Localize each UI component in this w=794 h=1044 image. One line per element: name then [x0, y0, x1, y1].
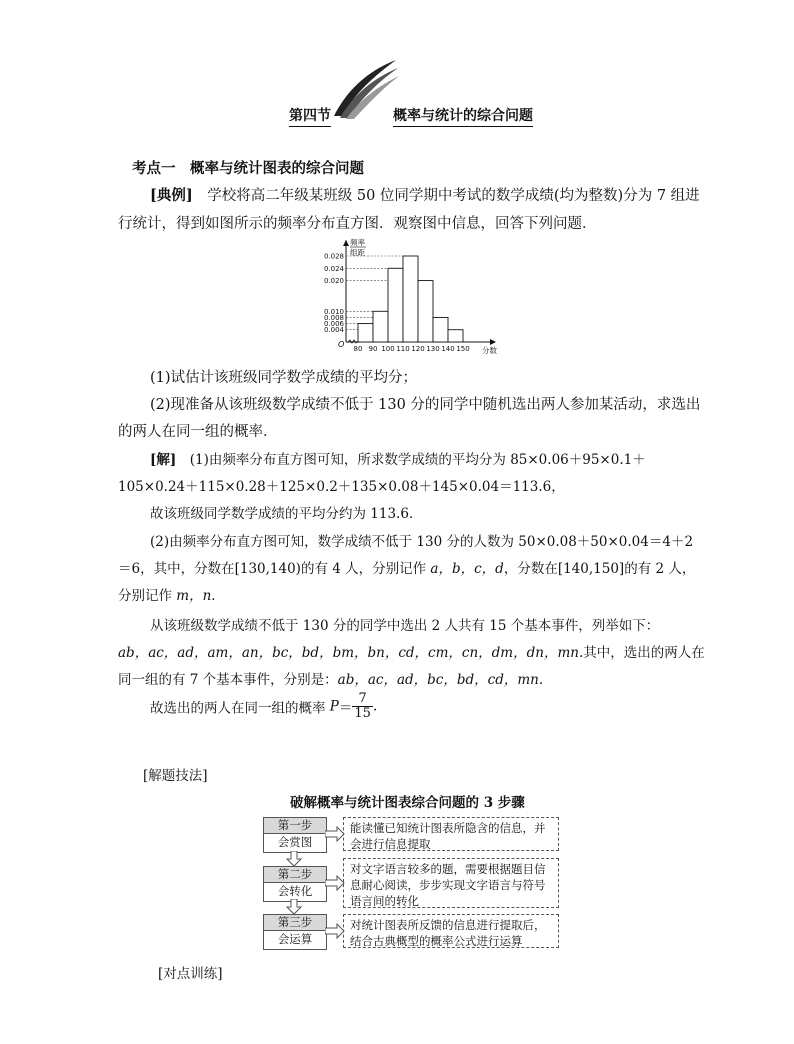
solution-2-text-d: ．	[211, 588, 225, 604]
step-3-label: 会运算	[277, 932, 313, 946]
x-tick-label: 150	[456, 345, 470, 353]
frequency-histogram	[312, 236, 512, 358]
section-number: 第四节	[289, 105, 331, 127]
solution-1-line-3: 故该班级同学数学成绩的平均分约为 113.6．	[150, 506, 423, 522]
step-3-head: 第三步	[264, 915, 326, 931]
x-axis-label: 分数	[482, 346, 497, 355]
example-text-1: 学校将高二年级某班级 50 位同学期中考试的数学成绩(均为整数)分为 7 组进	[192, 188, 700, 204]
step-1-box	[263, 817, 327, 853]
histogram-bar	[448, 330, 463, 342]
x-tick-label: 120	[411, 345, 425, 353]
solution-2-line-3	[118, 584, 225, 604]
link-arrow-icon	[325, 875, 345, 891]
solution-2-line-1: (2)由频率分布直方图可知，数学成绩不低于 130 分的人数为 50×0.08＋50×0.04＝4＋2	[150, 534, 694, 550]
step-1-description: 能读懂已知统计图表所隐含的信息，并会进行信息提取	[343, 817, 559, 851]
solution-tag: [解]	[150, 452, 177, 468]
step-1-label: 会赏图	[277, 835, 313, 849]
page-title: 概率与统计的综合问题	[393, 105, 533, 127]
fraction-numerator: 7	[352, 692, 373, 707]
probability-fraction	[352, 692, 373, 721]
x-tick-label: 100	[381, 345, 395, 353]
y-axis-label-bottom: 组距	[350, 248, 365, 257]
y-tick-label: 0.008	[323, 313, 344, 322]
step-2-box	[263, 866, 327, 902]
event-list: ab，ac，ad，am，an，bc，bd，bm，bn，cd，cm，cn，dm，dn，mn	[118, 645, 579, 661]
solution-1-line-2: 105×0.24＋115×0.28＋125×0.2＋135×0.08＋145×0.04＝113.6，	[118, 479, 565, 495]
question-1: (1)试估计该班级同学数学成绩的平均分；	[150, 370, 418, 386]
x-tick-label: 110	[396, 345, 410, 353]
link-arrow-icon	[325, 923, 345, 939]
step-3-box	[263, 914, 327, 950]
equals-sign: ＝	[338, 700, 353, 717]
histogram-bar	[433, 317, 448, 342]
x-tick-label: 130	[426, 345, 440, 353]
y-axis-label-top: 频率	[350, 238, 365, 247]
y-axis-arrow	[343, 240, 349, 246]
x-tick-label: 90	[368, 345, 378, 353]
step-2-label: 会转化	[277, 884, 313, 898]
solution-3-line-3	[118, 668, 543, 688]
step-1-head: 第一步	[264, 818, 326, 834]
down-arrow-icon	[286, 899, 302, 915]
histogram-bar	[373, 311, 388, 342]
y-tick-label: 0.028	[323, 252, 344, 261]
practice-tag: [对点训练]	[158, 966, 223, 982]
probability-symbol: P	[329, 698, 339, 715]
question-2-line-2: 的两人在同一组的概率．	[118, 424, 278, 440]
topic-heading: 考点一 概率与统计图表的综合问题	[132, 160, 364, 177]
histogram-bar	[418, 281, 433, 342]
fraction-denominator: 15	[354, 706, 371, 721]
y-tick-label: 0.020	[323, 277, 344, 286]
histogram-bar	[358, 324, 373, 342]
solution-3-line-2	[118, 641, 705, 661]
solution-3-text-c: 同一组的有 7 个基本事件，分别是：	[118, 672, 338, 688]
solution-3-text-b: .其中，选出的两人在	[578, 645, 705, 661]
histogram-bar	[388, 268, 403, 342]
step-2-head: 第二步	[264, 867, 326, 883]
example-line-2: 行统计，得到如图所示的频率分布直方图．观察图中信息，回答下列问题．	[118, 216, 597, 232]
step-2-description: 对文字语言较多的题，需要根据题目信息耐心阅读，步步实现文字语言与符号语言间的转化	[343, 858, 559, 908]
period: .	[372, 698, 378, 715]
solution-2-line-2	[118, 557, 695, 577]
down-arrow-icon	[286, 851, 302, 867]
same-group-list: ab，ac，ad，bc，bd，cd，mn	[337, 672, 539, 688]
y-tick-label: 0.004	[323, 326, 344, 335]
y-tick-label: 0.006	[323, 320, 344, 329]
solution-2-text-a: ＝6，其中，分数在[130,140)的有 4 人，分别记作	[118, 561, 431, 577]
y-tick-label: 0.024	[323, 264, 344, 273]
solution-4-line	[150, 692, 377, 721]
solution-2-text-c: 分别记作	[118, 588, 177, 604]
solution-2-vars-a: a，b，c，d	[430, 561, 504, 577]
link-arrow-icon	[325, 826, 345, 842]
solution-3-line-1: 从该班级数学成绩不低于 130 分的同学中选出 2 人共有 15 个基本事件，列举如下：	[150, 618, 660, 634]
solution-3-text-d: .	[538, 672, 544, 688]
origin-label: O	[338, 340, 345, 349]
solution-2-text-b: ，分数在[140,150]的有 2 人，	[503, 561, 696, 577]
solution-1-line-1	[150, 448, 646, 468]
swoosh-logo-icon	[330, 58, 400, 120]
x-axis-arrow	[490, 339, 496, 345]
question-2-line-1: (2)现准备从该班级数学成绩不低于 130 分的同学中随机选出两人参加某活动，求选出	[150, 397, 701, 413]
tips-heading: 破解概率与统计图表综合问题的 3 步骤	[290, 795, 525, 811]
tips-tag: [解题技法]	[143, 768, 208, 784]
example-line-1	[150, 184, 700, 205]
x-tick-label: 140	[441, 345, 455, 353]
solution-2-vars-b: m，n	[176, 588, 212, 604]
solution-4-text: 故选出的两人在同一组的概率	[150, 700, 330, 717]
x-tick-label: 80	[353, 345, 363, 353]
solution-1-text-1: (1)由频率分布直方图可知，所求数学成绩的平均分为 85×0.06＋95×0.1＋	[176, 452, 646, 468]
step-3-description: 对统计图表所反馈的信息进行提取后，结合古典概型的概率公式进行运算	[343, 914, 559, 948]
example-tag: [典例]	[150, 187, 193, 204]
y-tick-label: 0.010	[323, 307, 344, 316]
histogram-bar	[403, 256, 418, 342]
